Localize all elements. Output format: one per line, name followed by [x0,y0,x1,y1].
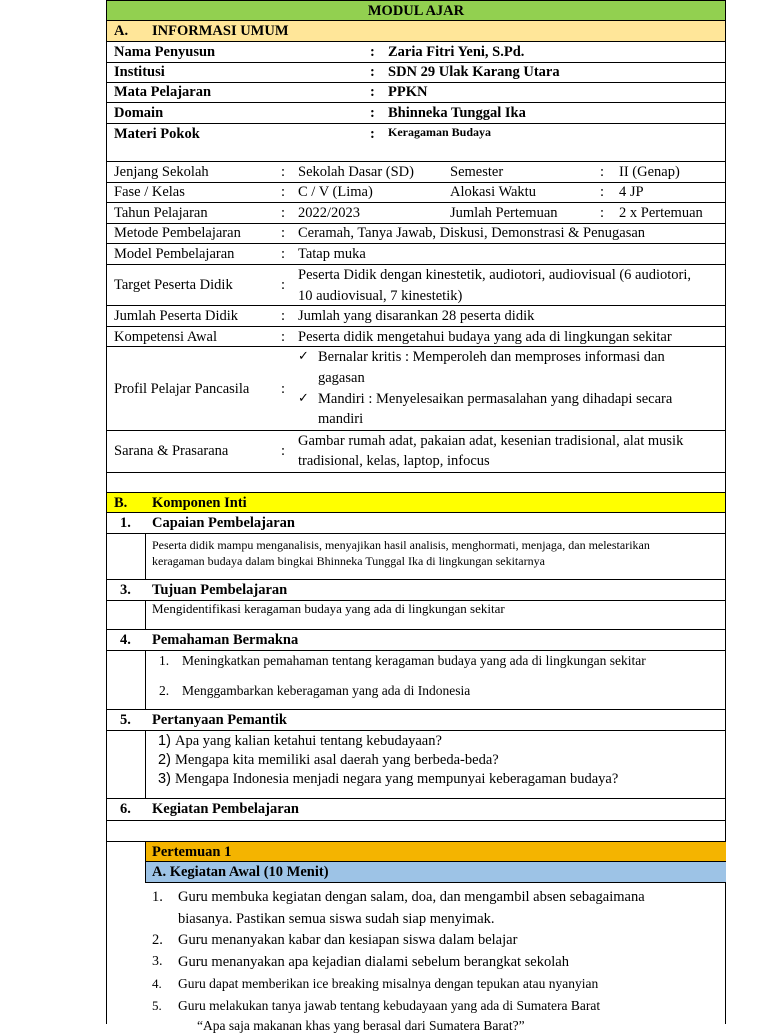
section-a-title: INFORMASI UMUM [152,23,289,39]
section-a-header: A. INFORMASI UMUM [106,21,726,42]
detail-row-target: Target Peserta Didik : Peserta Didik dengan kinestetik, audiotori, audiovisual (6 audiotori, 10 audiovisual, 7 kinestetik) [106,265,726,306]
checkmark-icon: ✓ [298,349,309,364]
page-title: MODUL AJAR [367,3,465,19]
capaian-header: 1. Capaian Pembelajaran [106,513,726,534]
section-b-header: B. Komponen Inti [106,493,726,513]
detail-row-metode: Metode Pembelajaran : Ceramah, Tanya Jawab, Diskusi, Demonstrasi & Penugasan [106,224,726,244]
detail-row-kompetensi: Kompetensi Awal : Peserta didik mengetahui budaya yang ada di lingkungan sekitar [106,327,726,347]
pemahaman-header: 4. Pemahaman Bermakna [106,630,726,651]
tujuan-header: 3. Tujuan Pembelajaran [106,580,726,601]
pertemuan-title-bar: Pertemuan 1 [145,842,726,862]
pertemuan-block: Pertemuan 1 A. Kegiatan Awal (10 Menit) 1. Guru membuka kegiatan dengan salam, doa, dan mengambil absen sebagaimana biasanya. Pastikan semua siswa sudah siap menyimak. 2. Guru menanyakan kabar dan kesiapan siswa dalam belajar 3. Guru menanyakan apa kejadian dialami sebelum berangkat sekolah 4. Guru dapat memberikan ice breaking misalnya dengan tepukan atau nyanyian 5. Guru melakukan tanya jawab tentang kebudayaan yang ada di Sumatera Barat “Apa saja makanan khas yang berasal dari Sumatera Barat?” [106,842,726,1024]
pertanyaan-body: 1) Apa yang kalian ketahui tentang kebudayaan? 2) Mengapa kita memiliki asal daerah yang berbeda-beda? 3) Mengapa Indonesia menjadi negara yang mempunyai keberagaman budaya? [106,731,726,799]
detail-row-profil: Profil Pelajar Pancasila : ✓ Bernalar kritis : Memperoleh dan memproses informasi dan gagasan ✓ Mandiri : Menyelesaikan permasalahan yang dihadapi secara mandiri [106,347,726,431]
pertanyaan-header: 5. Pertanyaan Pemantik [106,710,726,731]
spacer-row-2 [106,821,726,842]
checkmark-icon: ✓ [298,391,309,406]
section-b-title: Komponen Inti [152,495,247,511]
detail-row-model: Model Pembelajaran : Tatap muka [106,244,726,265]
detail-row-fase: Fase / Kelas : C / V (Lima) Alokasi Waktu : 4 JP [106,183,726,203]
identity-row-institusi: Institusi : SDN 29 Ulak Karang Utara [106,63,726,83]
identity-row-nama: Nama Penyusun : Zaria Fitri Yeni, S.Pd. [106,42,726,63]
pemahaman-body: 1. Meningkatkan pemahaman tentang keragaman budaya yang ada di lingkungan sekitar 2. Menggambarkan keberagaman yang ada di Indonesia [106,651,726,710]
spacer-row [106,473,726,493]
title-row [106,0,726,21]
detail-row-jenjang: Jenjang Sekolah : Sekolah Dasar (SD) Semester : II (Genap) [106,162,726,183]
tujuan-body: Mengidentifikasi keragaman budaya yang ada di lingkungan sekitar [106,601,726,630]
detail-row-jumlah: Jumlah Peserta Didik : Jumlah yang disarankan 28 peserta didik [106,306,726,327]
capaian-body: Peserta didik mampu menganalisis, menyajikan hasil analisis, menghormati, menjaga, dan melestarikan keragaman budaya dalam bingkai Bhinneka Tunggal Ika di lingkungan sekitarnya [106,534,726,580]
detail-row-tahun: Tahun Pelajaran : 2022/2023 Jumlah Pertemuan : 2 x Pertemuan [106,203,726,224]
identity-row-domain: Domain : Bhinneka Tunggal Ika [106,103,726,124]
detail-row-sarana: Sarana & Prasarana : Gambar rumah adat, pakaian adat, kesenian tradisional, alat musik tradisional, kelas, laptop, infocus [106,431,726,473]
identity-row-mapel: Mata Pelajaran : PPKN [106,83,726,103]
kegiatan-header: 6. Kegiatan Pembelajaran [106,799,726,821]
kegiatan-awal-bar: A. Kegiatan Awal (10 Menit) [145,862,726,883]
identity-row-materi: Materi Pokok : Keragaman Budaya [106,124,726,162]
